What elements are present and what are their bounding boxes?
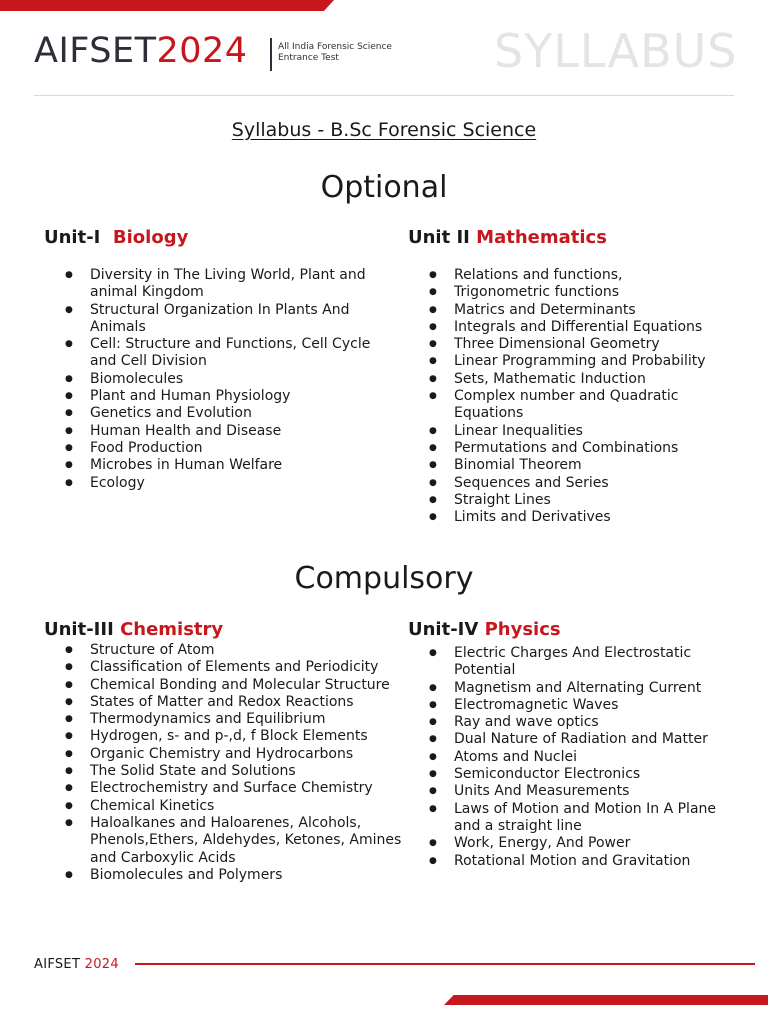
unit-4-subject: Physics [484,619,561,640]
topic-item: ● Permutations and Combinations [408,440,728,457]
topic-item: ● Electric Charges And Electrostatic Potential [408,645,728,680]
unit-2-topic-list [408,267,728,526]
topic-item: ● Semiconductor Electronics [408,766,728,783]
topic-item: ● Linear Programming and Probability [408,353,728,370]
unit-3-topic-list [44,642,404,884]
topic-item: ● Thermodynamics and Equilibrium [44,711,404,728]
topic-item: ● Plant and Human Physiology [44,388,384,405]
unit-3-label: Unit-III [44,619,114,640]
topic-item: ● Relations and functions, [408,267,728,284]
unit-3-heading [44,621,223,639]
document-title-text: Syllabus - B.Sc Forensic Science [231,119,537,141]
topic-item: ● Classification of Elements and Periodicity [44,659,404,676]
topic-item: ● Food Production [44,440,384,457]
topic-item: ● Haloalkanes and Haloarenes, Alcohols, Phenols,Ethers, Aldehydes, Ketones, Amines and Carboxylic Acids [44,815,404,867]
topic-item: ● Diversity in The Living World, Plant and animal Kingdom [44,267,384,302]
topic-item: ● The Solid State and Solutions [44,763,404,780]
topic-item: ● States of Matter and Redox Reactions [44,694,404,711]
aifset-logo [34,31,248,71]
topic-item: ● Cell: Structure and Functions, Cell Cycle and Cell Division [44,336,384,371]
unit-1-subject: Biology [112,227,189,248]
topic-item: ● Trigonometric functions [408,284,728,301]
topic-item: ● Straight Lines [408,492,728,509]
footer-brand-name: AIFSET [34,957,81,972]
topic-item: ● Sets, Mathematic Induction [408,371,728,388]
topic-item: ● Human Health and Disease [44,423,384,440]
logo-brand-year: 2024 [156,31,248,71]
footer-brand [34,957,119,972]
topic-item: ● Chemical Bonding and Molecular Structure [44,677,404,694]
section-title-compulsory: Compulsory [294,561,474,596]
bottom-accent-bar [444,995,768,1005]
topic-item: ● Organic Chemistry and Hydrocarbons [44,746,404,763]
topic-item: ● Ray and wave optics [408,714,728,731]
header-divider [34,95,734,96]
topic-item: ● Structural Organization In Plants And Animals [44,302,384,337]
topic-item: ● Units And Measurements [408,783,728,800]
topic-item: ● Genetics and Evolution [44,405,384,422]
top-accent-bar [0,0,334,11]
topic-item: ● Hydrogen, s- and p-,d, f Block Elements [44,728,404,745]
footer-divider [135,963,755,965]
unit-2-heading [408,229,607,247]
topic-item: ● Electrochemistry and Surface Chemistry [44,780,404,797]
unit-1-label: Unit-I [44,227,101,248]
topic-item: ● Electromagnetic Waves [408,697,728,714]
unit-1-heading [44,229,188,247]
footer-brand-year: 2024 [84,957,119,972]
unit-1-topic-list [44,267,384,492]
topic-item: ● Complex number and Quadratic Equations [408,388,728,423]
topic-item: ● Magnetism and Alternating Current [408,680,728,697]
topic-item: ● Laws of Motion and Motion In A Plane and a straight line [408,801,728,836]
logo-brand-name: AIFSET [34,31,157,71]
topic-item: ● Dual Nature of Radiation and Matter [408,731,728,748]
logo-tagline [278,42,408,64]
topic-item: ● Sequences and Series [408,475,728,492]
topic-item: ● Matrics and Determinants [408,302,728,319]
topic-item: ● Three Dimensional Geometry [408,336,728,353]
topic-item: ● Chemical Kinetics [44,798,404,815]
unit-2-subject: Mathematics [476,227,607,248]
logo-divider [270,38,272,71]
topic-item: ● Work, Energy, And Power [408,835,728,852]
unit-4-heading [408,621,561,639]
topic-item: ● Structure of Atom [44,642,404,659]
unit-2-label: Unit II [408,227,470,248]
topic-item: ● Microbes in Human Welfare [44,457,384,474]
topic-item: ● Integrals and Differential Equations [408,319,728,336]
topic-item: ● Biomolecules and Polymers [44,867,404,884]
topic-item: ● Rotational Motion and Gravitation [408,853,728,870]
topic-item: ● Limits and Derivatives [408,509,728,526]
topic-item: ● Atoms and Nuclei [408,749,728,766]
section-title-optional: Optional [320,170,448,205]
unit-4-label: Unit-IV [408,619,479,640]
document-title [0,119,768,141]
tagline-line-1: All India Forensic Science [278,42,392,52]
topic-item: ● Biomolecules [44,371,384,388]
tagline-line-2: Entrance Test [278,53,339,63]
topic-item: ● Linear Inequalities [408,423,728,440]
topic-item: ● Ecology [44,475,384,492]
topic-item: ● Binomial Theorem [408,457,728,474]
unit-4-topic-list [408,645,728,870]
syllabus-watermark: SYLLABUS [494,24,738,78]
unit-3-subject: Chemistry [120,619,224,640]
